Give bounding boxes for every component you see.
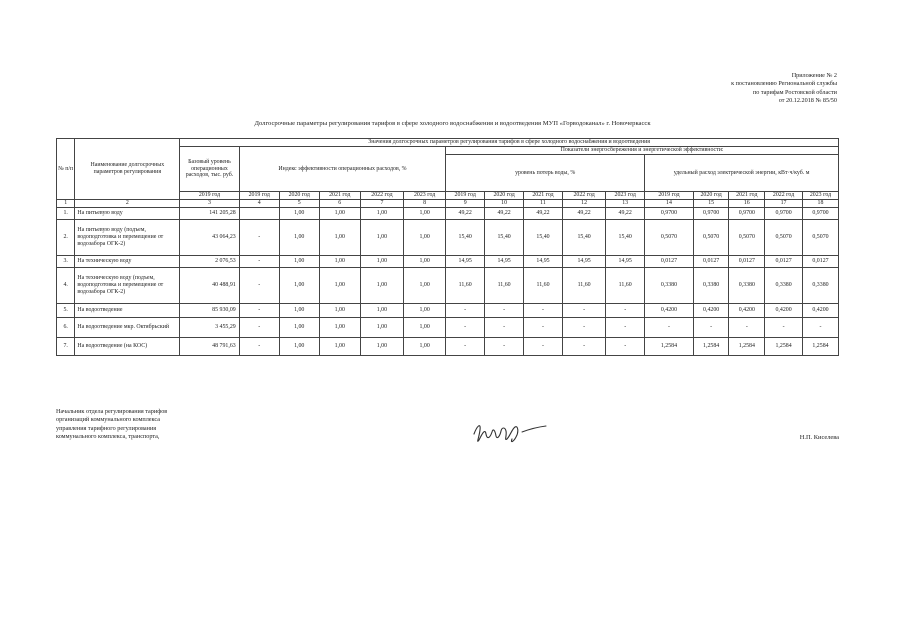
- water-losses-cell: 15,40: [524, 220, 563, 256]
- water-losses-cell: 11,60: [524, 268, 563, 304]
- efficiency-index-cell: 1,00: [360, 304, 403, 318]
- signatory-position: [56, 408, 167, 441]
- parameter-name: На водоотведение мкр. Октябрьский: [75, 318, 180, 338]
- electricity-consumption-cell: 1,2584: [765, 338, 803, 356]
- annex-line: по тарифам Ростовской области: [752, 88, 837, 96]
- efficiency-index-cell: 1,00: [319, 256, 360, 268]
- water-losses-cell: -: [485, 318, 524, 338]
- efficiency-index-cell: 1,00: [319, 318, 360, 338]
- electricity-consumption-cell: 0,0127: [693, 256, 729, 268]
- water-losses-cell: 15,40: [485, 220, 524, 256]
- base-expenses-cell: 48 791,63: [180, 338, 239, 356]
- water-losses-cell: -: [524, 338, 563, 356]
- water-losses-cell: 11,60: [562, 268, 605, 304]
- row-number: 3.: [57, 256, 75, 268]
- efficiency-index-cell: 1,00: [360, 268, 403, 304]
- column-number: 10: [485, 200, 524, 208]
- water-losses-cell: -: [562, 318, 605, 338]
- water-losses-cell: 49,22: [485, 208, 524, 220]
- electricity-consumption-cell: 0,3380: [765, 268, 803, 304]
- electricity-consumption-cell: 0,5070: [693, 220, 729, 256]
- year-header: 2022 год: [562, 192, 605, 200]
- efficiency-index-cell: 1,00: [360, 208, 403, 220]
- electricity-consumption-cell: 0,5070: [802, 220, 838, 256]
- year-header: 2023 год: [802, 192, 838, 200]
- electricity-consumption-cell: 0,9700: [693, 208, 729, 220]
- year-header: 2022 год: [765, 192, 803, 200]
- electricity-consumption-cell: 0,0127: [645, 256, 694, 268]
- col-header-name: Наименование долгосрочных параметров регулирования: [75, 139, 180, 200]
- electricity-consumption-cell: 0,4200: [645, 304, 694, 318]
- efficiency-index-cell: 1,00: [279, 220, 319, 256]
- year-header: 2019 год: [180, 192, 239, 200]
- column-number: 13: [606, 200, 645, 208]
- table-row: [57, 338, 839, 356]
- column-number: 17: [765, 200, 803, 208]
- year-header: 2022 год: [360, 192, 403, 200]
- row-number: 4.: [57, 268, 75, 304]
- year-header: 2020 год: [279, 192, 319, 200]
- electricity-consumption-cell: 0,9700: [729, 208, 765, 220]
- water-losses-cell: 15,40: [446, 220, 485, 256]
- position-line: коммунального комплекса, транспорта,: [56, 432, 160, 440]
- efficiency-index-cell: 1,00: [360, 220, 403, 256]
- parameters-table: [56, 138, 839, 356]
- water-losses-cell: -: [446, 304, 485, 318]
- base-expenses-cell: 2 076,53: [180, 256, 239, 268]
- water-losses-cell: 49,22: [562, 208, 605, 220]
- table-row: [57, 220, 839, 256]
- year-header: 2021 год: [729, 192, 765, 200]
- row-number: 5.: [57, 304, 75, 318]
- base-expenses-cell: 85 930,09: [180, 304, 239, 318]
- electricity-consumption-cell: 0,9700: [765, 208, 803, 220]
- year-header: 2023 год: [404, 192, 446, 200]
- water-losses-cell: -: [485, 304, 524, 318]
- efficiency-index-cell: 1,00: [279, 268, 319, 304]
- efficiency-index-cell: 1,00: [279, 256, 319, 268]
- electricity-consumption-cell: 0,3380: [645, 268, 694, 304]
- base-expenses-cell: 40 488,91: [180, 268, 239, 304]
- table-row: [57, 208, 839, 220]
- efficiency-index-cell: 1,00: [319, 268, 360, 304]
- electricity-consumption-cell: 0,3380: [693, 268, 729, 304]
- parameter-name: На питьевую воду: [75, 208, 180, 220]
- base-expenses-cell: 43 064,23: [180, 220, 239, 256]
- water-losses-cell: -: [606, 318, 645, 338]
- table-row: [57, 304, 839, 318]
- column-number: 3: [180, 200, 239, 208]
- water-losses-cell: -: [562, 304, 605, 318]
- water-losses-cell: 15,40: [562, 220, 605, 256]
- column-number: 14: [645, 200, 694, 208]
- parameter-name: На водоотведение: [75, 304, 180, 318]
- base-expenses-cell: 3 455,29: [180, 318, 239, 338]
- electricity-consumption-cell: 0,9700: [645, 208, 694, 220]
- year-header: 2019 год: [446, 192, 485, 200]
- table-row: [57, 256, 839, 268]
- position-line: Начальник отдела регулирования тарифов: [56, 408, 168, 415]
- column-number: 12: [562, 200, 605, 208]
- column-number: 9: [446, 200, 485, 208]
- efficiency-index-cell: 1,00: [360, 338, 403, 356]
- water-losses-cell: 14,95: [606, 256, 645, 268]
- efficiency-index-cell: 1,00: [404, 338, 446, 356]
- year-header: 2021 год: [524, 192, 563, 200]
- electricity-consumption-cell: 1,2584: [802, 338, 838, 356]
- efficiency-index-cell: -: [239, 338, 279, 356]
- efficiency-index-cell: 1,00: [404, 304, 446, 318]
- efficiency-index-cell: 1,00: [404, 208, 446, 220]
- electricity-consumption-cell: -: [693, 318, 729, 338]
- annex-line: Приложение № 2: [791, 72, 837, 79]
- column-number: 5: [279, 200, 319, 208]
- efficiency-index-cell: 1,00: [279, 208, 319, 220]
- column-number: 8: [404, 200, 446, 208]
- efficiency-index-cell: 1,00: [319, 220, 360, 256]
- water-losses-cell: 11,60: [606, 268, 645, 304]
- table-row: [57, 318, 839, 338]
- row-number: 6.: [57, 318, 75, 338]
- water-losses-cell: -: [485, 338, 524, 356]
- efficiency-index-cell: -: [239, 220, 279, 256]
- water-losses-cell: 14,95: [485, 256, 524, 268]
- year-header: 2020 год: [693, 192, 729, 200]
- year-header: 2020 год: [485, 192, 524, 200]
- water-losses-cell: 11,60: [446, 268, 485, 304]
- table-body: [57, 208, 839, 356]
- electricity-consumption-cell: 1,2584: [693, 338, 729, 356]
- electricity-consumption-cell: 0,4200: [802, 304, 838, 318]
- column-number: 1: [57, 200, 75, 208]
- water-losses-cell: 11,60: [485, 268, 524, 304]
- efficiency-index-cell: [239, 208, 279, 220]
- year-header: 2023 год: [606, 192, 645, 200]
- base-expenses-cell: 141 205,28: [180, 208, 239, 220]
- efficiency-index-cell: 1,00: [404, 318, 446, 338]
- year-header: 2019 год: [645, 192, 694, 200]
- column-number: 18: [802, 200, 838, 208]
- col-header-index: Индекс эффективности операционных расходов, %: [239, 147, 445, 192]
- water-losses-cell: 49,22: [446, 208, 485, 220]
- year-header: 2019 год: [239, 192, 279, 200]
- efficiency-index-cell: 1,00: [404, 256, 446, 268]
- annex-header: [731, 72, 837, 105]
- water-losses-cell: -: [606, 338, 645, 356]
- column-number: 4: [239, 200, 279, 208]
- water-losses-cell: 14,95: [446, 256, 485, 268]
- parameter-name: На техническую воду (подъем, водоподготовка и перемещение от водозабора ОГК-2): [75, 268, 180, 304]
- col-header-values-group: Значения долгосрочных параметров регулирования тарифов в сфере холодного водоснабжения и водоотведения: [180, 139, 839, 147]
- column-number: 2: [75, 200, 180, 208]
- document-title: Долгосрочные параметры регулирования тарифов в сфере холодного водоснабжения и водоотведения МУП «Горводоканал» г. Новочеркасск: [254, 120, 651, 127]
- efficiency-index-cell: -: [239, 268, 279, 304]
- column-number: 7: [360, 200, 403, 208]
- efficiency-index-cell: -: [239, 256, 279, 268]
- water-losses-cell: 15,40: [606, 220, 645, 256]
- efficiency-index-cell: -: [239, 318, 279, 338]
- electricity-consumption-cell: 0,0127: [765, 256, 803, 268]
- row-number: 2.: [57, 220, 75, 256]
- efficiency-index-cell: 1,00: [319, 304, 360, 318]
- column-number: 11: [524, 200, 563, 208]
- electricity-consumption-cell: -: [645, 318, 694, 338]
- efficiency-index-cell: 1,00: [360, 256, 403, 268]
- position-line: организаций коммунального комплекса: [56, 416, 160, 424]
- electricity-consumption-cell: -: [729, 318, 765, 338]
- water-losses-cell: -: [446, 318, 485, 338]
- water-losses-cell: 14,95: [524, 256, 563, 268]
- column-number: 16: [729, 200, 765, 208]
- annex-line: от 20.12.2018 № 85/50: [778, 96, 837, 104]
- electricity-consumption-cell: 0,4200: [693, 304, 729, 318]
- water-losses-cell: -: [606, 304, 645, 318]
- signatory-name: Н.П. Киселева: [799, 434, 839, 441]
- electricity-consumption-cell: -: [802, 318, 838, 338]
- efficiency-index-cell: 1,00: [360, 318, 403, 338]
- water-losses-cell: 49,22: [606, 208, 645, 220]
- water-losses-cell: -: [446, 338, 485, 356]
- water-losses-cell: 14,95: [562, 256, 605, 268]
- electricity-consumption-cell: 1,2584: [729, 338, 765, 356]
- parameter-name: На водоотведение (на КОС): [75, 338, 180, 356]
- parameter-name: На питьевую воду (подъем, водоподготовка и перемещение от водозабора ОГК-2): [75, 220, 180, 256]
- efficiency-index-cell: 1,00: [279, 318, 319, 338]
- year-header: 2021 год: [319, 192, 360, 200]
- electricity-consumption-cell: -: [765, 318, 803, 338]
- col-header-base: Базовый уровень операционных расходов, тыс. руб.: [180, 147, 239, 192]
- efficiency-index-cell: 1,00: [319, 338, 360, 356]
- column-number: 15: [693, 200, 729, 208]
- electricity-consumption-cell: 0,4200: [765, 304, 803, 318]
- efficiency-index-cell: 1,00: [279, 338, 319, 356]
- electricity-consumption-cell: 0,5070: [765, 220, 803, 256]
- electricity-consumption-cell: 0,4200: [729, 304, 765, 318]
- electricity-consumption-cell: 1,2584: [645, 338, 694, 356]
- efficiency-index-cell: 1,00: [279, 304, 319, 318]
- electricity-consumption-cell: 0,5070: [645, 220, 694, 256]
- column-numbers-row: [57, 200, 839, 208]
- col-header-energy-group: Показатели энергосбережения и энергетической эффективности:: [446, 147, 839, 155]
- position-line: управления тарифного регулирования: [56, 424, 157, 432]
- water-losses-cell: -: [562, 338, 605, 356]
- efficiency-index-cell: 1,00: [404, 220, 446, 256]
- table-row: [57, 268, 839, 304]
- row-number: 7.: [57, 338, 75, 356]
- efficiency-index-cell: 1,00: [404, 268, 446, 304]
- handwritten-signature: [468, 414, 550, 448]
- efficiency-index-cell: -: [239, 304, 279, 318]
- electricity-consumption-cell: 0,0127: [802, 256, 838, 268]
- col-header-electricity: удельный расход электрической энергии, кВт·ч/куб. м: [645, 155, 839, 192]
- water-losses-cell: -: [524, 318, 563, 338]
- water-losses-cell: 49,22: [524, 208, 563, 220]
- col-header-losses: уровень потерь воды, %: [446, 155, 645, 192]
- parameter-name: На техническую воду: [75, 256, 180, 268]
- electricity-consumption-cell: 0,0127: [729, 256, 765, 268]
- electricity-consumption-cell: 0,3380: [729, 268, 765, 304]
- efficiency-index-cell: 1,00: [319, 208, 360, 220]
- row-number: 1.: [57, 208, 75, 220]
- electricity-consumption-cell: 0,5070: [729, 220, 765, 256]
- annex-line: к постановлению Региональной службы: [731, 80, 837, 88]
- column-number: 6: [319, 200, 360, 208]
- electricity-consumption-cell: 0,9700: [802, 208, 838, 220]
- water-losses-cell: -: [524, 304, 563, 318]
- col-header-no: № п/п: [57, 139, 75, 200]
- electricity-consumption-cell: 0,3380: [802, 268, 838, 304]
